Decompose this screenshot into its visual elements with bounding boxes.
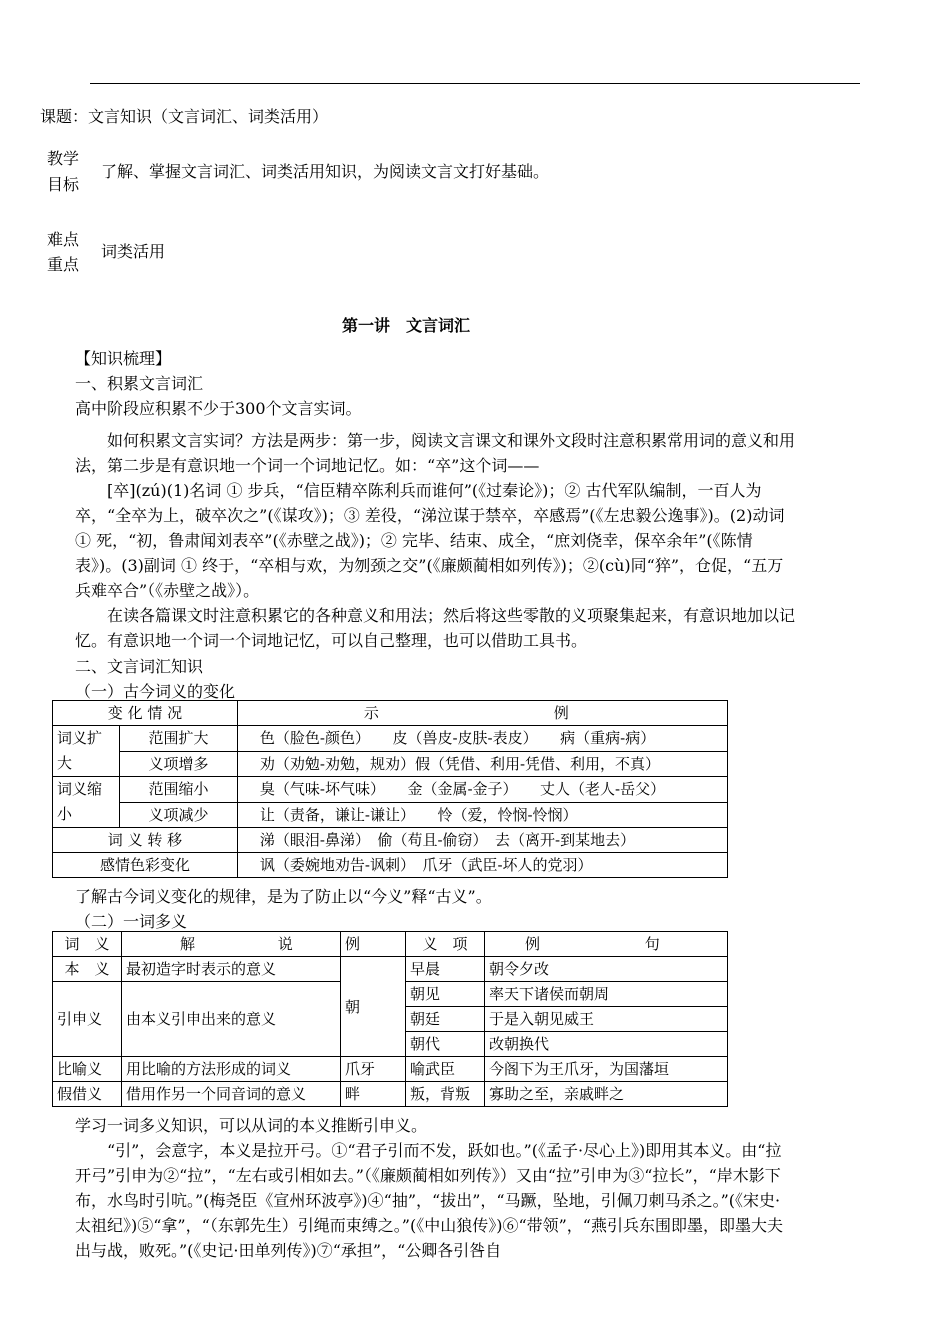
table-cell: 朝令夕改 [485, 957, 728, 982]
table-cell: 今阁下为王爪牙，为国藩垣 [485, 1057, 728, 1082]
table-cell: 朝代 [406, 1032, 485, 1057]
difficulty-label-line1: 难点 [47, 230, 80, 249]
table-header-explain: 解 说 [122, 932, 341, 957]
paragraph-polysemy-method: 学习一词多义知识，可以从词的本义推断引申义。 [75, 1116, 428, 1135]
table-cell: 色（脸色-颜色） 皮（兽皮-皮肤-表皮） 病（重病-病） [237, 726, 727, 752]
section-knowledge: 【知识梳理】 [75, 349, 172, 368]
table-header-change: 变 化 情 况 [53, 701, 238, 726]
table-cell: 让（责备，谦让-谦让） 怜（爱，怜悯-怜悯） [237, 802, 727, 828]
table-cell: 借用作另一个同音词的意义 [122, 1082, 341, 1107]
table-row: 范围缩小 [120, 777, 238, 803]
table-cell: 于是入朝见威王 [485, 1007, 728, 1032]
table-cell: 讽（委婉地劝告-讽刺） 爪牙（武臣-坏人的党羽） [237, 853, 727, 878]
table-header-word: 词 义 [53, 932, 122, 957]
table-row: 本 义 [53, 957, 122, 982]
table-cell: 率天下诸侯而朝周 [485, 982, 728, 1007]
table-row: 比喻义 [53, 1057, 122, 1082]
table-header-sentence: 例 句 [485, 932, 728, 957]
objectives-text: 了解、掌握文言词汇、词类活用知识，为阅读文言文打好基础。 [101, 162, 550, 181]
transfer-label: 词 义 转 移 [53, 828, 238, 853]
table-cell: 朝廷 [406, 1007, 485, 1032]
table-cell: 涕（眼泪-鼻涕） 偷（苟且-偷窃） 去（离开-到某地去） [237, 828, 727, 853]
table-header-example: 例 [341, 932, 406, 957]
paragraph-how-to: 如何积累文言实词？方法是两步：第一步，阅读文言课文和课外文段时注意积累常用词的意义和用法，第二步是有意识地一个词一个词地记忆。如：“卒”这个词—— [75, 431, 796, 475]
heading-vocab-knowledge: 二、文言词汇知识 [75, 657, 204, 676]
polysemy-table [52, 931, 728, 1107]
table-cell: 朝见 [406, 982, 485, 1007]
table-cell: 改朝换代 [485, 1032, 728, 1057]
table-row: 假借义 [53, 1082, 122, 1107]
header-rule [90, 83, 860, 84]
table-header-meaning: 义 项 [406, 932, 485, 957]
table-cell: 臭（气味-坏气味） 金（金属-金子） 丈人（老人-岳父） [237, 777, 727, 803]
course-topic: 课题：文言知识（文言词汇、词类活用） [40, 107, 329, 126]
table-header-example: 示 例 [237, 701, 727, 726]
paragraph-zu-entry: [卒](zú)(1)名词 ① 步兵，“信臣精卒陈利兵而谁何”(《过秦论》)；② 古代军队编制，一百人为卒，“全卒为上，破卒次之”(《谋攻》)；③ 差役，“涕泣谋于禁卒，卒感焉”(《左忠毅公逸事》)。(2)动词 ① 死，“初，鲁肃闻刘表卒”(《赤壁之战》)；② 完毕、结束、成全，“庶刘侥幸，保卒余年”(《陈情表》)。(3)副词 ① 终于，“卒相与欢，为刎颈之交”(《廉颇蔺相如列传》)；②(cù)同“猝”，仓促，“五万兵难卒合”（《赤壁之战》）。 [75, 481, 785, 600]
table-cell: 喻武臣 [406, 1057, 485, 1082]
paragraph-collect: 在读各篇课文时注意积累它的各种意义和用法；然后将这些零散的义项聚集起来，有意识地加以记忆。有意识地一个词一个词地记忆，可以自己整理，也可以借助工具书。 [75, 606, 796, 650]
expand-label: 词义扩 大 [53, 726, 120, 777]
shrink-label: 词义缩 小 [53, 777, 120, 828]
heading-polysemy: （二）一词多义 [75, 912, 188, 931]
table-cell: 寡助之至，亲戚畔之 [485, 1082, 728, 1107]
table-row: 义项增多 [120, 751, 238, 777]
table-row: 范围扩大 [120, 726, 238, 752]
table-row: 义项减少 [120, 802, 238, 828]
difficulty-label-line2: 重点 [47, 255, 80, 274]
table-cell: 叛，背叛 [406, 1082, 485, 1107]
table-cell: 爪牙 [341, 1057, 406, 1082]
paragraph-300-words: 高中阶段应积累不少于300个文言实词。 [75, 399, 362, 418]
objectives-label-line1: 教学 [47, 149, 80, 168]
color-change-label: 感情色彩变化 [53, 853, 238, 878]
table-cell: 畔 [341, 1082, 406, 1107]
table-row: 引申义 [53, 982, 122, 1057]
heading-meaning-change: （一）古今词义的变化 [75, 682, 236, 701]
paragraph-yin-example: “引”，会意字，本义是拉开弓。①“君子引而不发，跃如也。”(《孟子·尽心上》)即用其本义。由“拉开弓”引申为②“拉”，“左右或引相如去。”（《廉颇蔺相如列传》）又由“拉”引申为③“拉长”，“岸木影下布，水鸟时引吭。”(梅尧臣《宣州环波亭》)④“抽”，“拔出”，“马蹶，坠地，引佩刀刺马杀之。”(《宋史·太祖纪》)⑤“拿”，“（东郭先生）引绳而束缚之。”(《中山狼传》)⑥“带领”，“燕引兵东围即墨，即墨大夫出与战，败死。”(《史记·田单列传》)⑦“承担”，“公卿各引咎自 [75, 1141, 783, 1260]
table-cell: 劝（劝勉-劝勉，规劝）假（凭借、利用-凭借、利用，不真） [237, 751, 727, 777]
table-cell: 最初造字时表示的意义 [122, 957, 341, 982]
table-cell: 用比喻的方法形成的词义 [122, 1057, 341, 1082]
paragraph-purpose: 了解古今词义变化的规律，是为了防止以“今义”释“古义”。 [75, 887, 492, 906]
table-cell: 由本义引申出来的意义 [122, 982, 341, 1057]
heading-accumulate: 一、积累文言词汇 [75, 374, 204, 393]
lecture-title: 第一讲 文言词汇 [342, 316, 471, 335]
table-cell: 早晨 [406, 957, 485, 982]
example-char-zhao: 朝 [341, 957, 406, 1057]
difficulty-text: 词类活用 [101, 242, 166, 261]
meaning-change-table [52, 700, 728, 878]
objectives-label-line2: 目标 [47, 175, 80, 194]
